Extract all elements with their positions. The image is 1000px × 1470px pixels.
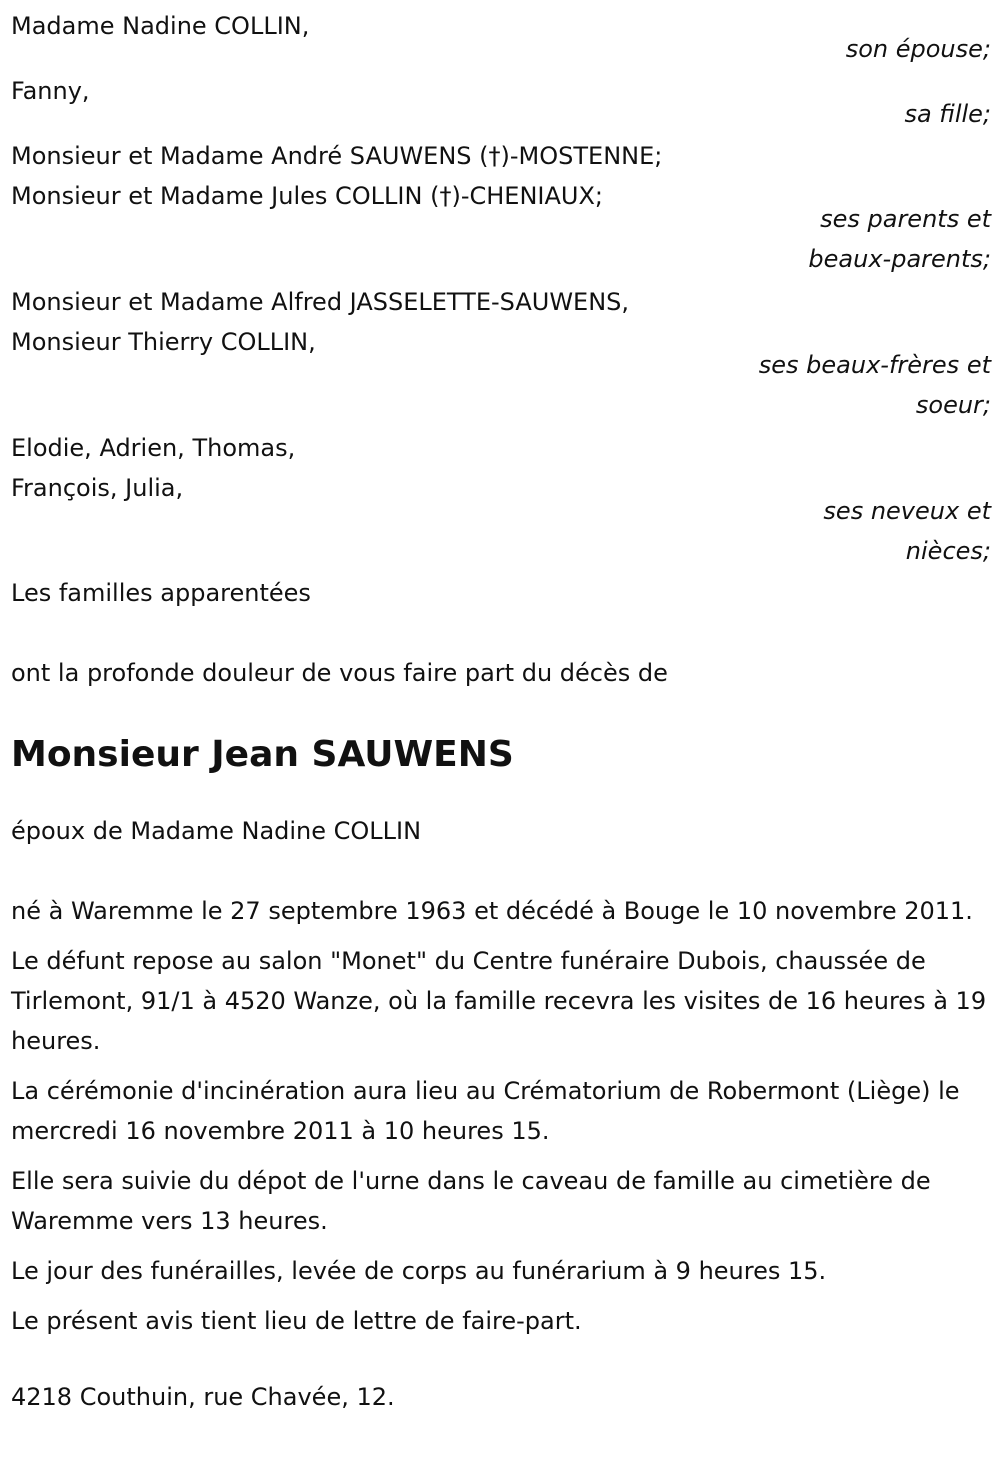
viewing-paragraph: Le défunt repose au salon "Monet" du Centre funéraire Dubois, chaussée de Tirlemont, 91/1 à 4520 Wanze, où la famille recevra les visites de 16 heures à 19 heures. [11,947,987,1055]
family-relation: nièces; [905,537,991,565]
death-notice [11,6,991,1417]
family-member-line: Monsieur Thierry COLLIN, [11,328,316,356]
family-group-daughter [11,71,991,134]
related-families: Les familles apparentées [11,579,311,607]
family-member-line: Madame Nadine COLLIN, [11,12,310,40]
family-relation: soeur; [915,391,991,419]
family-member-line: Monsieur et Madame Jules COLLIN (†)-CHENIAUX; [11,182,603,210]
family-group-nephews [11,428,991,571]
family-member-line: Monsieur et Madame André SAUWENS (†)-MOSTENNE; [11,142,663,170]
birth-death-paragraph: né à Waremme le 27 septembre 1963 et décédé à Bouge le 10 novembre 2011. [11,897,973,925]
family-member-line: Fanny, [11,77,90,105]
deceased-name: Monsieur Jean SAUWENS [11,734,514,775]
family-relation: ses parents et [820,205,991,233]
family-group-spouse [11,6,991,69]
family-member-line: Monsieur et Madame Alfred JASSELETTE-SAUWENS, [11,288,630,316]
family-member-line: Elodie, Adrien, Thomas, [11,434,296,462]
address: 4218 Couthuin, rue Chavée, 12. [11,1383,395,1411]
burial-paragraph: Elle sera suivie du dépot de l'urne dans le caveau de famille au cimetière de Waremme vers 13 heures. [11,1167,931,1235]
family-relation: ses neveux et [823,497,991,525]
family-group-parents [11,136,991,279]
funeral-day-paragraph: Le jour des funérailles, levée de corps au funérarium à 9 heures 15. [11,1257,827,1285]
family-relation: sa fille; [904,100,991,128]
family-group-siblings-in-law [11,282,991,425]
ceremony-paragraph: La cérémonie d'incinération aura lieu au Crématorium de Robermont (Liège) le mercredi 16 novembre 2011 à 10 heures 15. [11,1077,960,1145]
spouse-line: époux de Madame Nadine COLLIN [11,817,422,845]
family-relation: beaux-parents; [808,245,991,273]
family-relation: ses beaux-frères et [758,351,991,379]
family-relation: son épouse; [845,35,991,63]
family-member-line: François, Julia, [11,474,184,502]
announcement-text: ont la profonde douleur de vous faire part du décès de [11,659,668,687]
notice-paragraph: Le présent avis tient lieu de lettre de faire-part. [11,1307,582,1335]
